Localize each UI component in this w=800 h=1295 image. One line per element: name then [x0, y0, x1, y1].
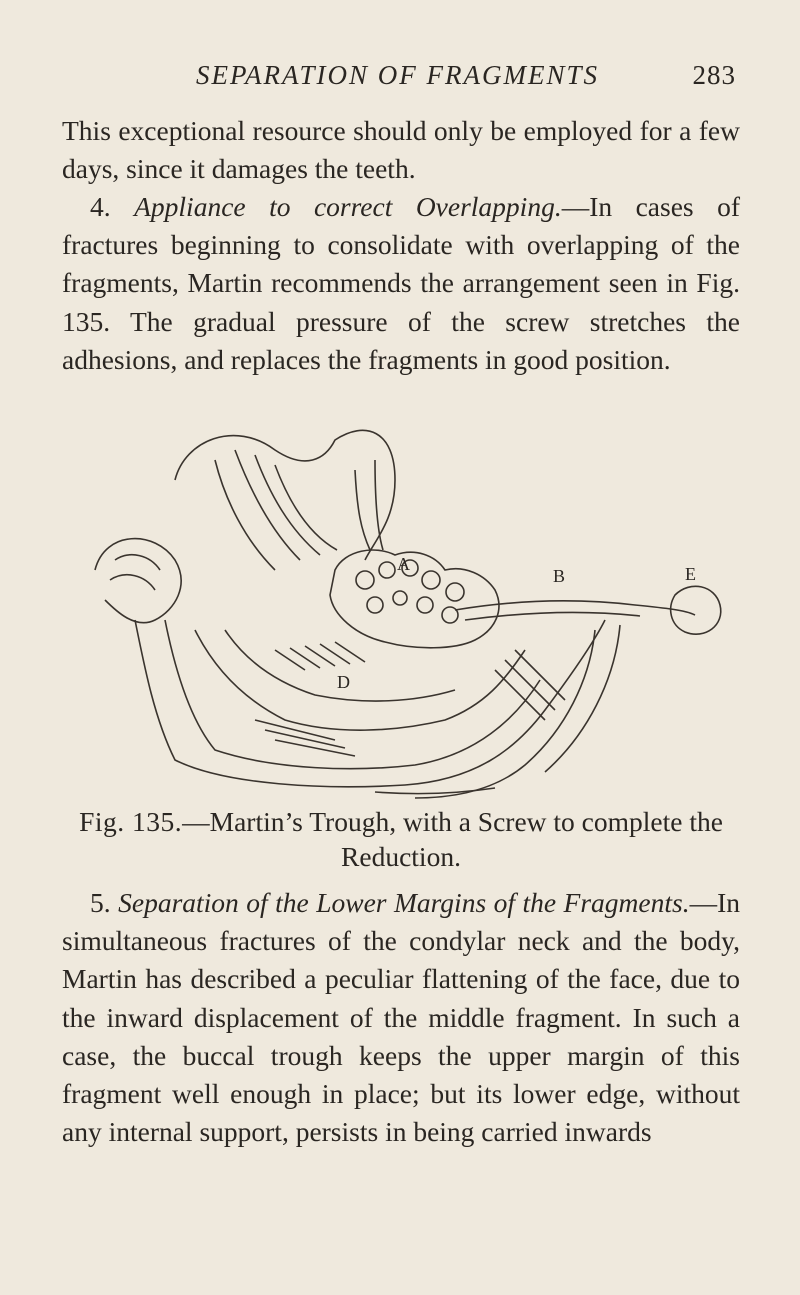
trough-left-end	[95, 539, 181, 623]
section-heading: Separation of the Lower Margins of the Fragments.	[118, 887, 690, 918]
section-number: 4.	[90, 191, 111, 222]
teeth-cluster	[330, 550, 499, 648]
section-heading: Appliance to correct Overlapping.	[134, 191, 562, 222]
trough-body	[135, 620, 605, 787]
section-body: —In simultaneous fractures of the condylar neck and the body, Martin has described a peculiar flattening of the face, due to the inward displacement of the middle fragment. In such a case, the buccal trough keeps the upper margin of this fragment well enough in place; but its lower edge, without any internal support, persists in being carried inwards	[62, 887, 741, 1148]
figure-caption	[62, 804, 740, 874]
section-body: —In cases of fractures beginning to consolidate with overlapping of the fragments, Martin recommends the arrangement seen in Fig. 135. The gradual pressure of the screw stretches the adhesions, and replaces the fragments in good position.	[62, 191, 740, 375]
paragraph-1: This exceptional resource should only be employed for a few days, since it damages the teeth.	[62, 115, 740, 185]
figure-label-b: B	[553, 566, 566, 586]
jaw-outline-upper	[175, 430, 395, 560]
paragraph-3	[62, 884, 740, 1151]
figure-label-a: A	[397, 554, 410, 574]
figure-illustration	[75, 420, 735, 810]
figure-caption-prefix: Fig. 135.	[79, 806, 183, 837]
running-title: SEPARATION OF FRAGMENTS	[196, 60, 599, 90]
figure-label-e: E	[685, 564, 696, 584]
paragraph-2	[62, 188, 740, 379]
figure-caption-text: —Martin’s Trough, with a Screw to complete the Reduction.	[182, 806, 723, 872]
page-number: 283	[692, 60, 736, 90]
figure-label-d: D	[337, 672, 350, 692]
trough-right-arm	[415, 630, 595, 798]
section-number: 5.	[90, 887, 111, 918]
